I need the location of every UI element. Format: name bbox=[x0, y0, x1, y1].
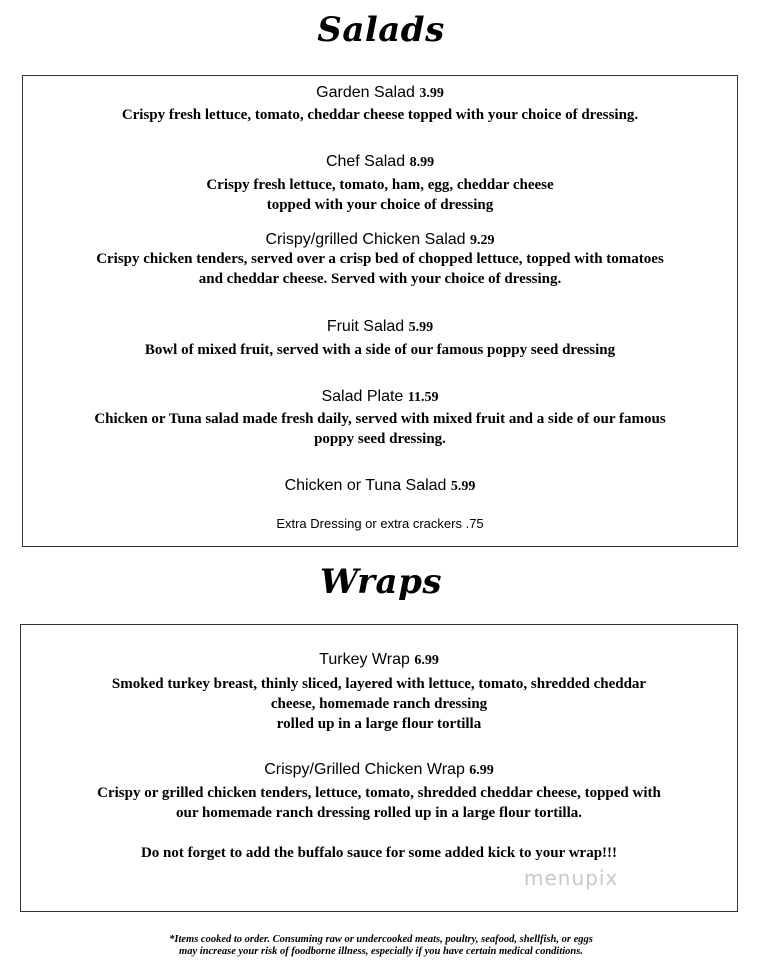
item-name: Garden Salad bbox=[316, 84, 415, 101]
buffalo-sauce-note bbox=[21, 843, 737, 863]
item-name: Chicken or Tuna Salad bbox=[284, 477, 447, 494]
description-line: Crispy or grilled chicken tenders, lettuce, tomato, shredded cheddar cheese, topped with bbox=[97, 785, 661, 801]
description-line: Smoked turkey breast, thinly sliced, layered with lettuce, tomato, shredded cheddar bbox=[111, 676, 647, 692]
description-line: our homemade ranch dressing rolled up in a large flour tortilla. bbox=[176, 805, 582, 821]
chicken-tuna-salad-title bbox=[23, 476, 737, 497]
item-name: Crispy/Grilled Chicken Wrap bbox=[264, 761, 465, 778]
item-price: 11.59 bbox=[407, 390, 439, 405]
description-line: Chicken or Tuna salad made fresh daily, served with mixed fruit and a side of our famous bbox=[94, 411, 666, 427]
disclaimer-line: *Items cooked to order. Consuming raw or undercooked meats, poultry, seafood, shellfish, or eggs bbox=[169, 934, 593, 945]
item-price: 6.99 bbox=[469, 763, 494, 778]
description-line: and cheddar cheese. Served with your choice of dressing. bbox=[198, 271, 562, 287]
item-price: 8.99 bbox=[409, 155, 435, 170]
chicken-salad-title bbox=[23, 230, 737, 251]
description-line: Bowl of mixed fruit, served with a side of our famous poppy seed dressing bbox=[144, 342, 616, 358]
description-line: Crispy fresh lettuce, tomato, cheddar cheese topped with your choice of dressing. bbox=[121, 107, 639, 123]
watermark: menupix bbox=[524, 866, 619, 890]
food-safety-disclaimer bbox=[0, 934, 762, 958]
item-price: 3.99 bbox=[419, 86, 444, 101]
item-name: Crispy/grilled Chicken Salad bbox=[265, 231, 466, 248]
turkey-wrap-description bbox=[21, 674, 737, 734]
garden-salad-title bbox=[23, 83, 737, 104]
description-line: cheese, homemade ranch dressing bbox=[270, 696, 488, 712]
fruit-salad-title bbox=[23, 317, 737, 338]
extra-dressing-note: Extra Dressing or extra crackers .75 bbox=[276, 516, 484, 531]
chicken-wrap-title bbox=[21, 760, 737, 781]
item-price: 5.99 bbox=[408, 320, 434, 335]
item-name: Chef Salad bbox=[325, 153, 406, 170]
description-line: topped with your choice of dressing bbox=[266, 197, 494, 213]
fruit-salad-description bbox=[23, 340, 737, 360]
wraps-menu-box bbox=[20, 624, 738, 912]
chef-salad-description bbox=[23, 175, 737, 215]
description-line: Crispy chicken tenders, served over a crisp bed of chopped lettuce, topped with tomatoes bbox=[96, 251, 664, 267]
note-line: Do not forget to add the buffalo sauce for some added kick to your wrap!!! bbox=[140, 845, 618, 861]
item-name: Turkey Wrap bbox=[319, 651, 410, 668]
item-name: Salad Plate bbox=[321, 388, 404, 405]
chef-salad-title bbox=[23, 152, 737, 173]
wraps-heading: Wraps bbox=[319, 562, 442, 602]
salad-plate-description bbox=[23, 409, 737, 449]
item-price: 5.99 bbox=[450, 479, 476, 494]
description-line: poppy seed dressing. bbox=[314, 431, 446, 447]
chicken-salad-description bbox=[23, 249, 737, 289]
salad-plate-title bbox=[23, 387, 737, 408]
salads-heading: Salads bbox=[317, 10, 445, 50]
disclaimer-line: may increase your risk of foodborne illness, especially if you have certain medical conditions. bbox=[179, 946, 583, 957]
description-line: rolled up in a large flour tortilla bbox=[276, 716, 482, 732]
item-price: 9.29 bbox=[470, 233, 495, 248]
salads-menu-box bbox=[22, 75, 738, 547]
chicken-wrap-description bbox=[21, 783, 737, 823]
description-line: Crispy fresh lettuce, tomato, ham, egg, cheddar cheese bbox=[206, 177, 554, 193]
item-name: Fruit Salad bbox=[326, 318, 405, 335]
item-price: 6.99 bbox=[414, 653, 439, 668]
garden-salad-description bbox=[23, 105, 737, 125]
turkey-wrap-title bbox=[21, 650, 737, 671]
